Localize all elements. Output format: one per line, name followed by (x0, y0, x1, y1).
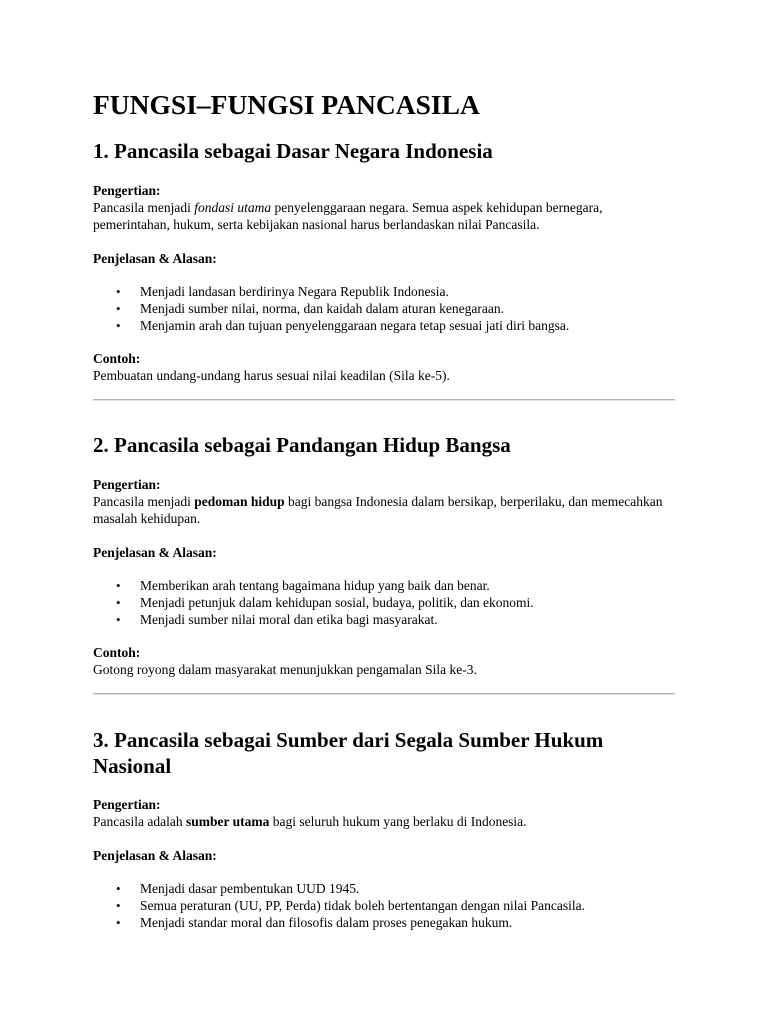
section-heading: 2. Pancasila sebagai Pandangan Hidup Bangsa (93, 433, 511, 457)
list-item: • Menjadi standar moral dan filosofis dalam proses penegakan hukum. (116, 915, 513, 930)
section-divider (93, 693, 675, 695)
penjelasan-label: Penjelasan & Alasan: (93, 250, 217, 266)
pengertian-text: Pancasila menjadi fondasi utama penyelenggaraan negara. Semua aspek kehidupan bernegara, pemerintahan, hukum, serta kebijakan nasional harus berlandaskan nilai Pancasila. (93, 199, 603, 232)
bullet-icon: • (116, 611, 121, 627)
pengertian-label: Pengertian: (93, 797, 161, 812)
section-sumber-hukum (93, 728, 675, 947)
bullet-icon: • (116, 898, 121, 913)
page-title: FUNGSI–FUNGSI PANCASILA (93, 89, 480, 120)
pengertian-block (93, 476, 675, 527)
section-pandangan-hidup (93, 433, 675, 678)
emphasis-text: sumber utama (185, 814, 270, 829)
list-item: • Semua peraturan (UU, PP, Perda) tidak boleh bertentangan dengan nilai Pancasila. (116, 898, 585, 913)
emphasis-text: fondasi utama (194, 199, 272, 215)
list-item: • Menjadi sumber nilai moral dan etika bagi masyarakat. (116, 611, 438, 627)
penjelasan-label: Penjelasan & Alasan: (93, 544, 217, 560)
penjelasan-list (93, 283, 675, 334)
contoh-label: Contoh: (93, 644, 141, 660)
bullet-icon: • (116, 283, 121, 299)
list-item: • Memberikan arah tentang bagaimana hidup yang baik dan benar. (116, 577, 490, 593)
section-divider (93, 399, 675, 401)
bullet-icon: • (116, 300, 121, 316)
penjelasan-list (93, 880, 675, 931)
list-item: • Menjadi sumber nilai, norma, dan kaidah dalam aturan kenegaraan. (116, 300, 504, 316)
contoh-text: Gotong royong dalam masyarakat menunjukkan pengamalan Sila ke-3. (93, 661, 477, 677)
pengertian-text: Pancasila adalah sumber utama bagi seluruh hukum yang berlaku di Indonesia. (93, 814, 527, 829)
list-item: • Menjadi landasan berdirinya Negara Republik Indonesia. (116, 283, 449, 299)
penjelasan-label: Penjelasan & Alasan: (93, 848, 217, 863)
section-heading: 1. Pancasila sebagai Dasar Negara Indonesia (93, 139, 493, 163)
list-item: • Menjadi dasar pembentukan UUD 1945. (116, 881, 360, 896)
bullet-icon: • (116, 594, 121, 610)
bullet-icon: • (116, 577, 121, 593)
emphasis-text: pedoman hidup (194, 493, 285, 509)
pengertian-block (93, 182, 675, 233)
pengertian-label: Pengertian: (93, 182, 161, 198)
contoh-text: Pembuatan undang-undang harus sesuai nilai keadilan (Sila ke-5). (93, 367, 450, 383)
penjelasan-list (93, 577, 675, 628)
bullet-icon: • (116, 915, 121, 930)
section-dasar-negara (93, 139, 675, 384)
pengertian-text: Pancasila menjadi pedoman hidup bagi bangsa Indonesia dalam bersikap, berperilaku, dan memecahkan masalah kehidupan. (93, 493, 663, 526)
bullet-icon: • (116, 881, 121, 896)
bullet-icon: • (116, 317, 121, 333)
section-heading: 3. Pancasila sebagai Sumber dari Segala Sumber Hukum Nasional (93, 728, 604, 778)
contoh-label: Contoh: (93, 350, 141, 366)
list-item: • Menjadi petunjuk dalam kehidupan sosial, budaya, politik, dan ekonomi. (116, 594, 534, 610)
list-item: • Menjamin arah dan tujuan penyelenggaraan negara tetap sesuai jati diri bangsa. (116, 317, 570, 333)
pengertian-label: Pengertian: (93, 476, 161, 492)
pengertian-block (93, 796, 675, 830)
